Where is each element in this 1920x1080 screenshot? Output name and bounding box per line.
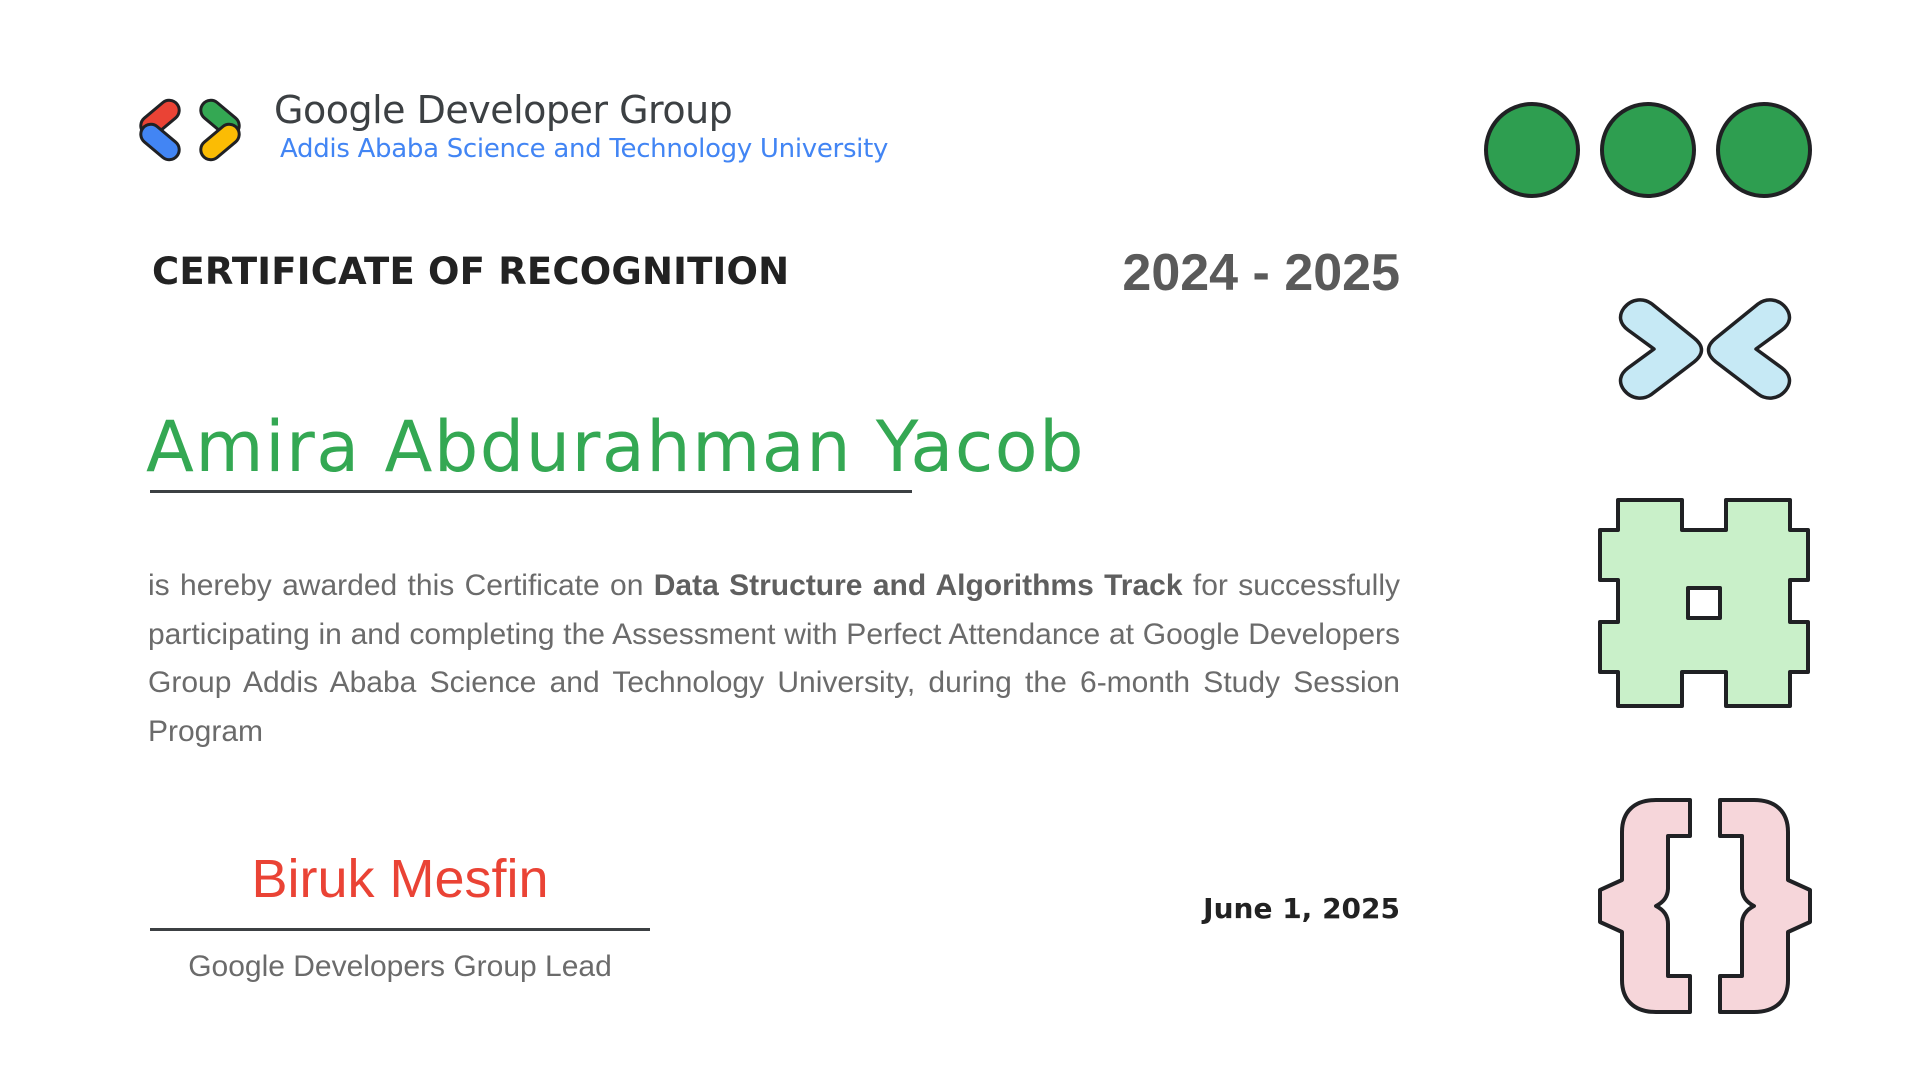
hashtag-icon: [1596, 496, 1812, 710]
certificate-title: CERTIFICATE OF RECOGNITION: [152, 250, 790, 293]
award-prefix: is hereby awarded this Certificate on: [148, 569, 654, 602]
angle-brackets-icon: [1610, 294, 1800, 404]
curly-braces-icon: [1594, 796, 1816, 1016]
recipient-underline: [150, 490, 912, 493]
award-suffix: for successfully participating in and completing the Assessment with Perfect Attendance at Google Developers Group Addis Ababa Science and Technology University, during the 6-month Study Session Program: [148, 569, 1400, 748]
track-name: Data Structure and Algorithms Track: [653, 569, 1183, 602]
org-name: Google Developer Group: [274, 88, 733, 132]
gdg-logo-icon: [132, 94, 256, 168]
year-range: 2024 - 2025: [1122, 244, 1400, 302]
issue-date: June 1, 2025: [1203, 892, 1400, 925]
signature-line: [150, 928, 650, 931]
award-description: [148, 562, 1400, 756]
three-green-dots-icon: [1480, 98, 1816, 202]
signer-role: Google Developers Group Lead: [188, 950, 612, 983]
recipient-name: Amira Abdurahman Yacob: [146, 406, 1086, 488]
signer-name: Biruk Mesfin: [251, 849, 549, 909]
org-chapter: Addis Ababa Science and Technology University: [280, 134, 889, 164]
